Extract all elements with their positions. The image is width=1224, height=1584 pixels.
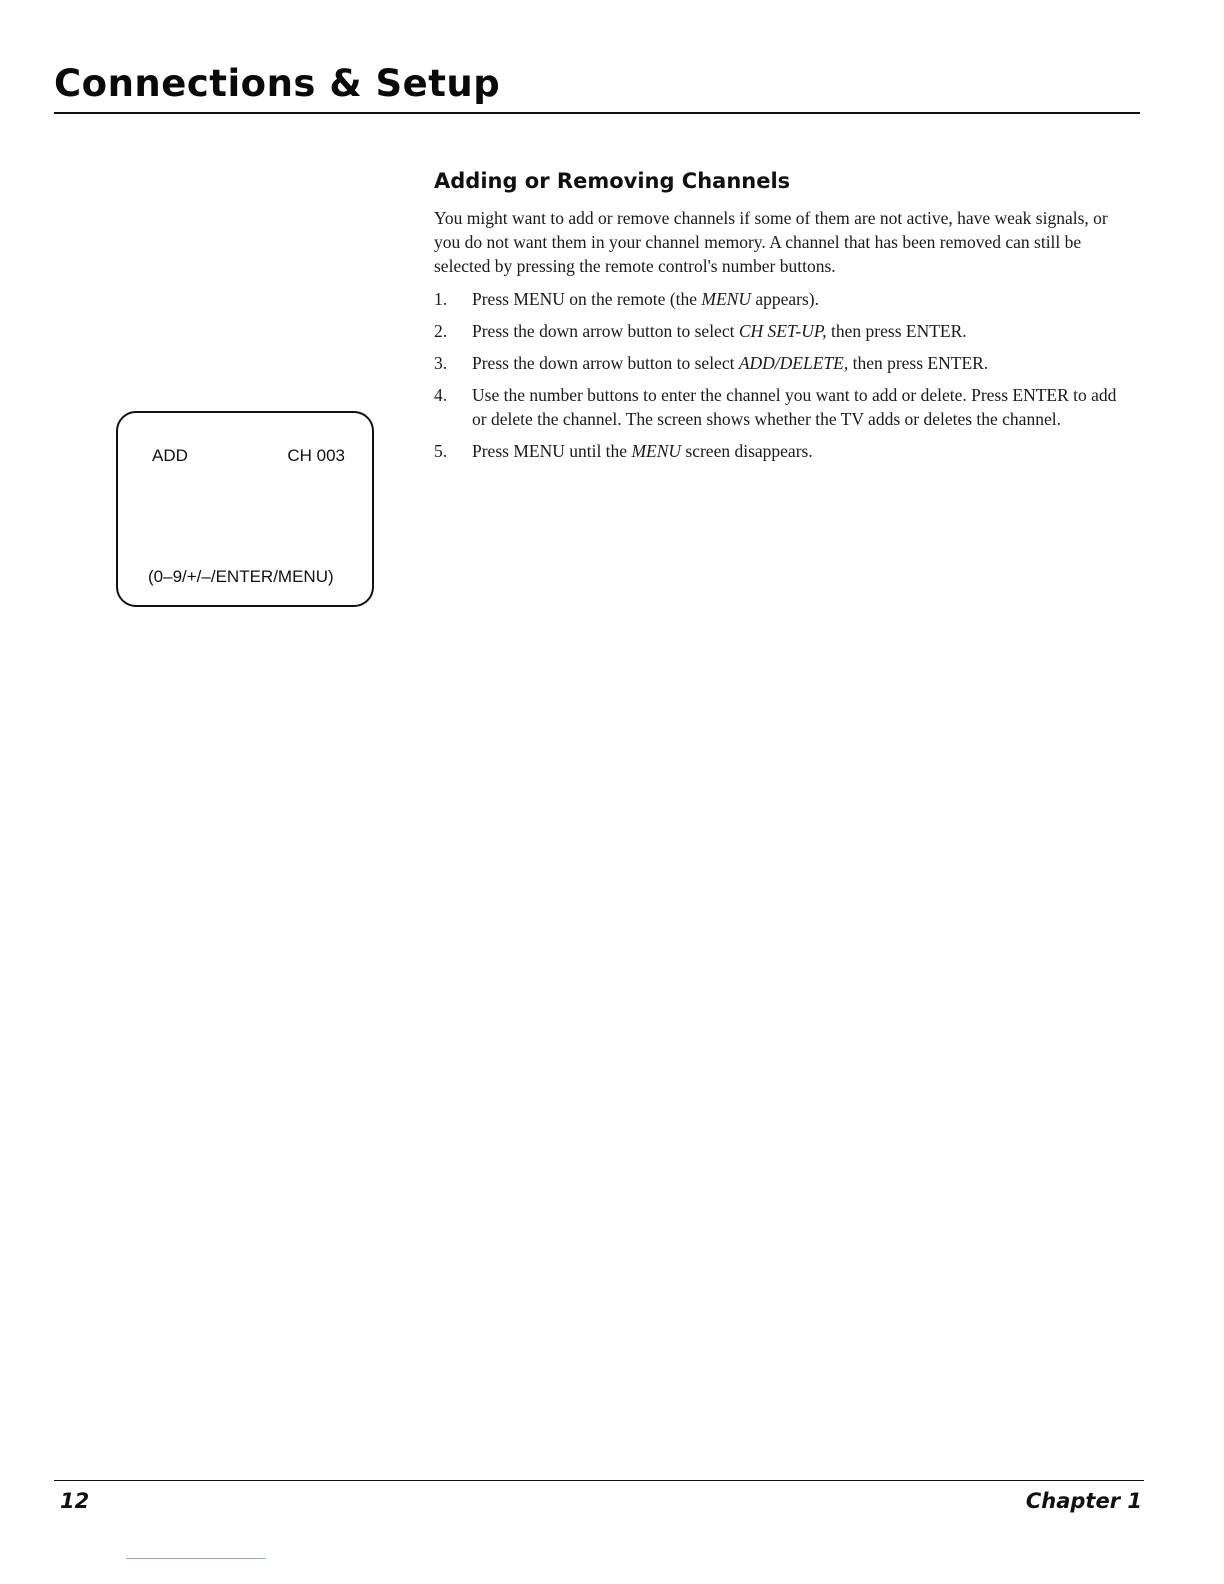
step-text-end: screen disappears. bbox=[681, 441, 813, 461]
step-text: Press MENU on the remote (the bbox=[472, 289, 702, 309]
step-3 bbox=[434, 351, 1134, 375]
page-header bbox=[54, 58, 1140, 114]
tv-channel-label: CH 003 bbox=[287, 446, 345, 465]
step-menu-term: CH SET-UP, bbox=[738, 321, 827, 341]
step-number: 2. bbox=[434, 321, 448, 341]
step-text-end: then press ENTER. bbox=[848, 353, 989, 373]
section-title: Adding or Removing Channels bbox=[434, 169, 791, 193]
step-number: 5. bbox=[434, 441, 448, 461]
step-5 bbox=[434, 439, 1134, 463]
step-menu-term: MENU bbox=[631, 441, 682, 461]
page-title: Connections & Setup bbox=[54, 62, 501, 105]
step-text-end: then press ENTER. bbox=[826, 321, 967, 341]
step-number: 3. bbox=[434, 353, 448, 373]
step-text: Press the down arrow button to select bbox=[472, 353, 739, 373]
section-intro: You might want to add or remove channels if some of them are not active, have weak signals, or you do not want them in your channel memory. A channel that has been removed can still be selected by pressing the remote control's number buttons. bbox=[434, 208, 1108, 276]
tv-mode-label: ADD bbox=[152, 446, 188, 465]
step-text: Press the down arrow button to select bbox=[472, 321, 739, 341]
step-2 bbox=[434, 319, 1134, 343]
step-menu-term: MENU bbox=[701, 289, 751, 309]
page-number: 12 bbox=[60, 1489, 90, 1513]
step-menu-term: ADD/DELETE, bbox=[738, 353, 849, 373]
page-footer bbox=[54, 1480, 1144, 1521]
step-number: 4. bbox=[434, 385, 448, 405]
step-4 bbox=[434, 383, 1134, 431]
tv-screen-illustration bbox=[116, 411, 374, 607]
scan-divider bbox=[126, 1558, 266, 1559]
tv-keys-hint: (0–9/+/–/ENTER/MENU) bbox=[148, 567, 334, 586]
chapter-label: Chapter 1 bbox=[1025, 1489, 1142, 1513]
step-text: Use the number buttons to enter the channel you want to add or delete. Press ENTER to add or delete the channel. The screen shows whether the TV adds or deletes the channel. bbox=[472, 385, 1117, 429]
steps-list bbox=[434, 287, 1134, 463]
step-1 bbox=[434, 287, 1134, 311]
step-text: Press MENU until the bbox=[472, 441, 632, 461]
step-number: 1. bbox=[434, 289, 448, 309]
step-text-end: appears). bbox=[750, 289, 820, 309]
section-adding-removing-channels bbox=[434, 166, 1134, 471]
